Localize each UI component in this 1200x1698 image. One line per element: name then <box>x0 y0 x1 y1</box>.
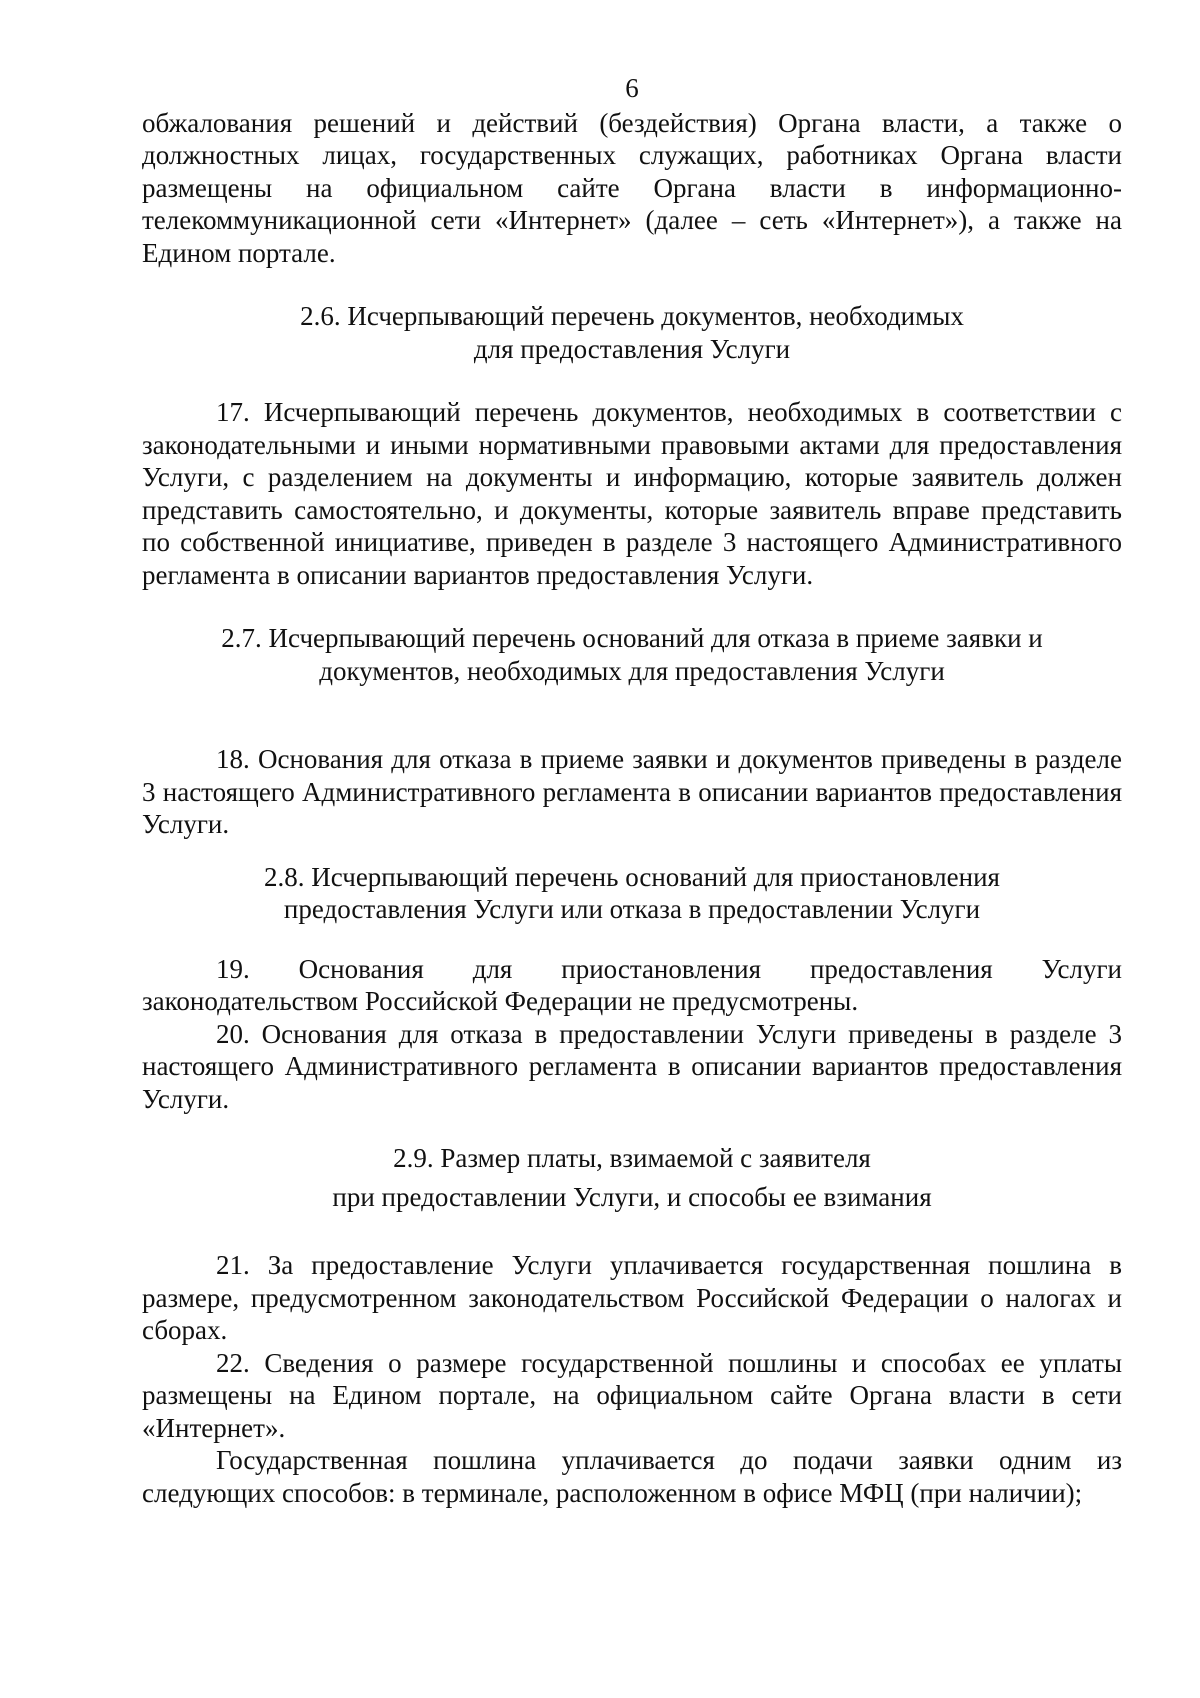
document-page <box>142 72 1122 1509</box>
section-heading-2-7-line-2: документов, необходимых для предоставления Услуги <box>319 655 945 686</box>
paragraph-20: 20. Основания для отказа в предоставлении Услуги приведены в разделе 3 настоящего Административного регламента в описании вариантов предоставления Услуги. <box>142 1018 1122 1114</box>
section-heading-2-8-line-1: 2.8. Исчерпывающий перечень оснований для приостановления <box>264 861 1000 892</box>
paragraph-19: 19. Основания для приостановления предоставления Услуги законодательством Российской Федерации не предусмотрены. <box>142 953 1122 1016</box>
section-heading-2-8 <box>142 861 1122 926</box>
intro-paragraph: обжалования решений и действий (бездействия) Органа власти, а также о должностных лицах, государственных служащих, работниках Органа власти размещены на официальном сайте Органа власти в информационно-телекоммуникационной сети «Интернет» (далее – сеть «Интернет»), а также на Едином портале. <box>142 107 1122 268</box>
section-heading-2-7 <box>142 622 1122 687</box>
section-heading-2-9-line-2: при предоставлении Услуги, и способы ее взимания <box>332 1181 932 1212</box>
paragraph-fee-payment: Государственная пошлина уплачивается до подачи заявки одним из следующих способов: в терминале, расположенном в офисе МФЦ (при наличии); <box>142 1445 1122 1508</box>
section-heading-2-6 <box>142 300 1122 365</box>
paragraph-18: 18. Основания для отказа в приеме заявки и документов приведены в разделе 3 настоящего Административного регламента в описании вариантов предоставления Услуги. <box>142 744 1122 839</box>
section-heading-2-6-line-1: 2.6. Исчерпывающий перечень документов, необходимых <box>300 301 964 331</box>
paragraph-17: 17. Исчерпывающий перечень документов, необходимых в соответствии с законодательными и иными нормативными правовыми актами для предоставления Услуги, с разделением на документы и информацию, которые заявитель должен представить самостоятельно, и документы, которые заявитель вправе представить по собственной инициативе, приведен в разделе 3 настоящего Административного регламента в описании вариантов предоставления Услуги. <box>142 397 1122 590</box>
section-heading-2-8-line-2: предоставления Услуги или отказа в предоставлении Услуги <box>283 894 981 924</box>
paragraph-21: 21. За предоставление Услуги уплачивается государственная пошлина в размере, предусмотренном законодательством Российской Федерации о налогах и сборах. <box>142 1250 1122 1345</box>
section-heading-2-6-line-2: для предоставления Услуги <box>473 333 791 364</box>
paragraph-22: 22. Сведения о размере государственной пошлины и способах ее уплаты размещены на Едином портале, на официальном сайте Органа власти в сети «Интернет». <box>142 1347 1122 1443</box>
section-heading-2-7-line-1: 2.7. Исчерпывающий перечень оснований для отказа в приеме заявки и <box>221 623 1043 653</box>
page-number: 6 <box>625 73 639 103</box>
section-heading-2-9-line-1: 2.9. Размер платы, взимаемой с заявителя <box>393 1143 871 1173</box>
section-heading-2-9 <box>142 1142 1122 1213</box>
